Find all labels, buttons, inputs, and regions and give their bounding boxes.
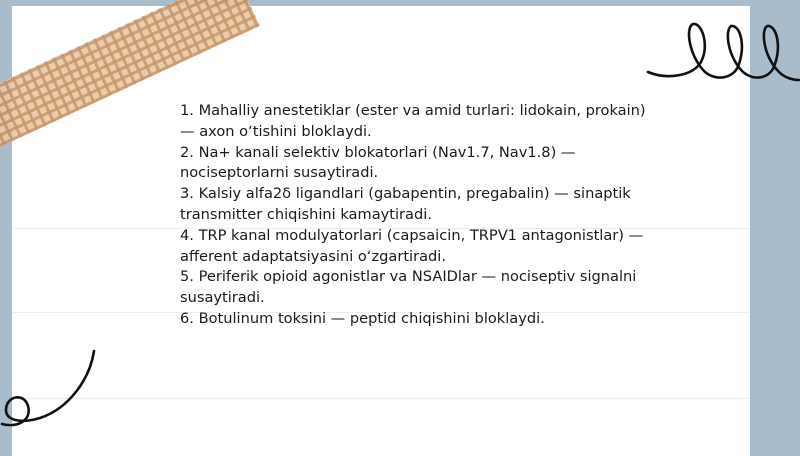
- swirl-scribble-icon: [0, 348, 100, 428]
- ruled-line: [12, 398, 750, 399]
- list-item: 2. Na+ kanali selektiv blokatorlari (Nav1.7, Nav1.8) — nociseptorlarni susaytiradi.: [180, 143, 576, 182]
- list-item: 5. Periferik opioid agonistlar va NSAIDlar — nociseptiv signalni susaytiradi.: [180, 268, 637, 307]
- list-item: 4. TRP kanal modulyatorlari (capsaicin, TRPV1 antagonistlar) — afferent adaptatsiyasini o‘zgartiradi.: [180, 226, 644, 265]
- main-list: [180, 101, 650, 330]
- loop-scribble-icon: [645, 14, 800, 84]
- list-item: 6. Botulinum toksini — peptid chiqishini bloklaydi.: [180, 309, 545, 327]
- list-item: 3. Kalsiy alfa2δ ligandlari (gabapentin, pregabalin) — sinaptik transmitter chiqishini kamaytiradi.: [180, 185, 631, 223]
- list-item: 1. Mahalliy anestetiklar (ester va amid turlari: lidokain, prokain) — axon o‘tishini bloklaydi.: [180, 102, 646, 140]
